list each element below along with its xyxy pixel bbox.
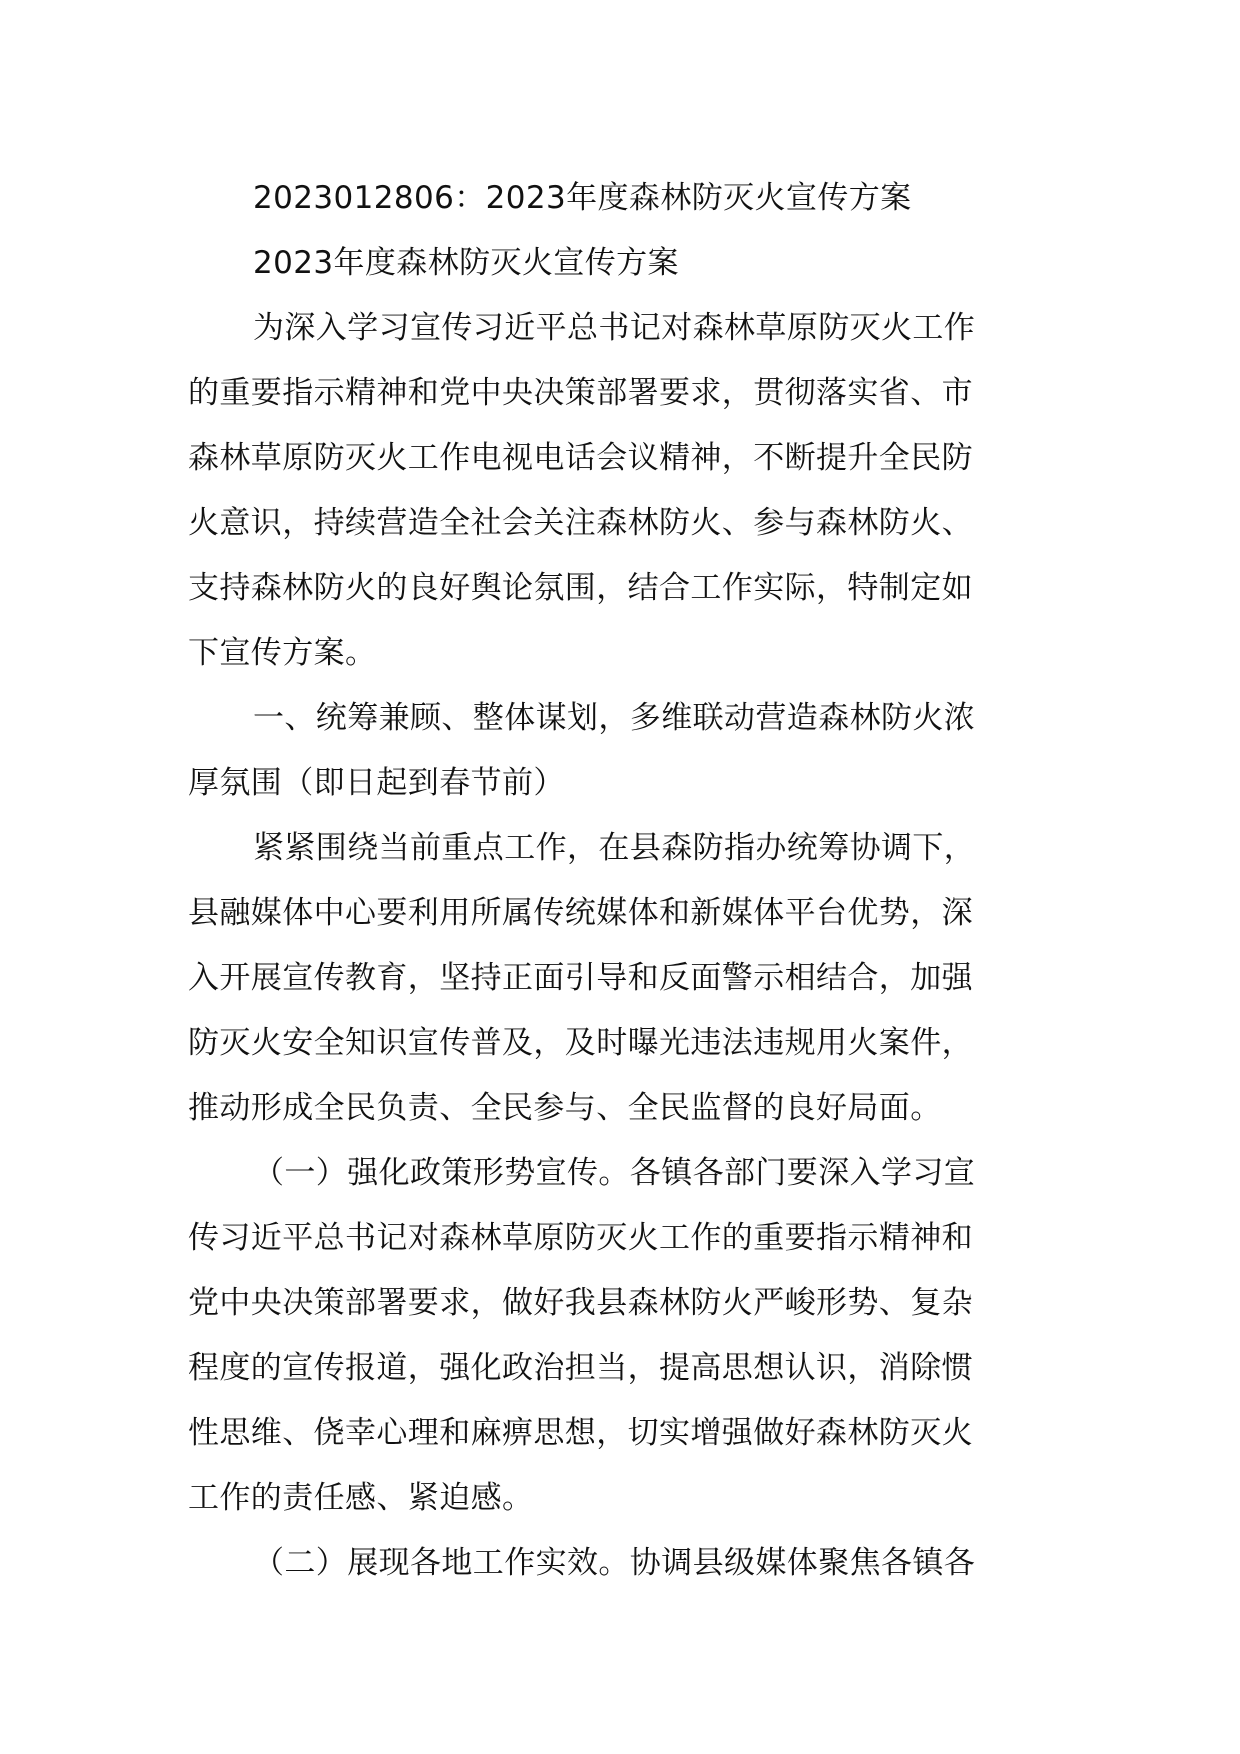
paragraph-intro [188, 296, 1056, 686]
document-page [188, 166, 1056, 1596]
paragraph-line: 森林草原防灭火工作电视电话会议精神，不断提升全民防 [188, 440, 973, 476]
section-heading-one [188, 686, 1056, 816]
paragraph-line: 支持森林防火的良好舆论氛围，结合工作实际，特制定如 [188, 570, 973, 606]
paragraph-line: 的重要指示精神和党中央决策部署要求，贯彻落实省、市 [188, 375, 973, 411]
paragraph-line: 防灭火安全知识宣传普及，及时曝光违法违规用火案件， [188, 1025, 973, 1061]
document-header-line: 2023012806：2023年度森林防灭火宣传方案 [253, 180, 912, 216]
paragraph-line: 性思维、侥幸心理和麻痹思想，切实增强做好森林防灭火 [188, 1415, 973, 1451]
paragraph-line: 火意识，持续营造全社会关注森林防火、参与森林防火、 [188, 505, 973, 541]
paragraph-line: 县融媒体中心要利用所属传统媒体和新媒体平台优势，深 [188, 895, 973, 931]
paragraph-section-one-body [188, 816, 1056, 1141]
paragraph-line: 党中央决策部署要求，做好我县森林防火严峻形势、复杂 [188, 1285, 973, 1321]
paragraph-subsection-one [188, 1141, 1056, 1531]
paragraph-line: 推动形成全民负责、全民参与、全民监督的良好局面。 [188, 1090, 942, 1126]
paragraph-line: 传习近平总书记对森林草原防灭火工作的重要指示精神和 [188, 1220, 973, 1256]
paragraph-line: 为深入学习宣传习近平总书记对森林草原防灭火工作 [253, 310, 976, 346]
paragraph-line: （一）强化政策形势宣传。各镇各部门要深入学习宣 [253, 1155, 976, 1191]
paragraph-line: 工作的责任感、紧迫感。 [188, 1480, 534, 1516]
heading-line: 一、统筹兼顾、整体谋划，多维联动营造森林防火浓 [253, 700, 976, 736]
paragraph-line: 程度的宣传报道，强化政治担当，提高思想认识，消除惯 [188, 1350, 973, 1386]
paragraph-line: （二）展现各地工作实效。协调县级媒体聚焦各镇各 [253, 1545, 976, 1581]
paragraph-line: 入开展宣传教育，坚持正面引导和反面警示相结合，加强 [188, 960, 973, 996]
paragraph-line: 紧紧围绕当前重点工作，在县森防指办统筹协调下， [253, 830, 976, 866]
paragraph-line: 下宣传方案。 [188, 635, 377, 671]
document-title: 2023年度森林防灭火宣传方案 [253, 245, 679, 281]
paragraph-subsection-two [188, 1531, 1056, 1596]
heading-line: 厚氛围（即日起到春节前） [188, 765, 565, 801]
